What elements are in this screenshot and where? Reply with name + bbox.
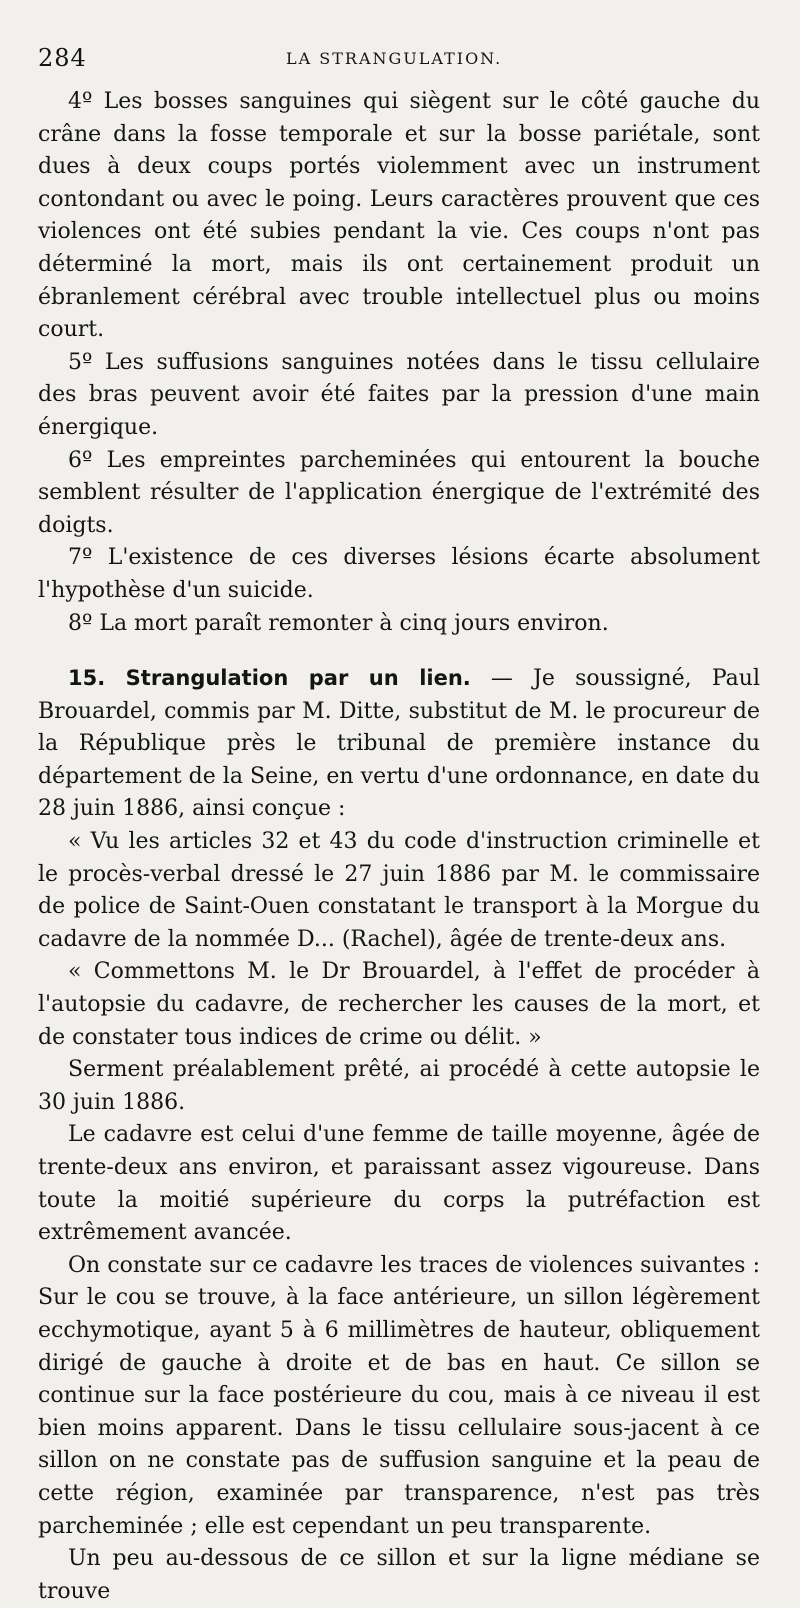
running-head: [38, 40, 760, 80]
body-text: [38, 86, 760, 1608]
paragraph-conclusion-5: 5º Les suffusions sanguines notées dans le tissu cellulaire des bras peuvent avoir été faites par la pression d'une main énergique.: [38, 349, 760, 440]
paragraph-oath: Serment préalablement prêté, ai procédé à cette autopsie le 30 juin 1886.: [38, 1057, 760, 1115]
section-heading: 15. Strangulation par un lien.: [68, 666, 471, 691]
paragraph-conclusion-6: 6º Les empreintes parcheminées qui entourent la bouche semblent résulter de l'application énergique de l'extrémité des doigts.: [38, 447, 760, 538]
paragraph-quote-commission: « Commettons M. le Dr Brouardel, à l'effet de procéder à l'autopsie du cadavre, de rechercher les causes de la mort, et de constater tous indices de crime ou délit. »: [38, 959, 760, 1050]
paragraph-conclusion-7: 7º L'existence de ces diverses lésions écarte absolument l'hypothèse d'un suicide.: [38, 545, 760, 603]
paragraph-body-description: Le cadavre est celui d'une femme de taille moyenne, âgée de trente-deux ans environ, et paraissant assez vigoureuse. Dans toute la moitié supérieure du corps la putréfaction est extrêmement avancée.: [38, 1122, 760, 1246]
paragraph-quote-articles: « Vu les articles 32 et 43 du code d'instruction criminelle et le procès-verbal dressé le 27 juin 1886 par M. le commissaire de police de Saint-Ouen constatant le transport à la Morgue du cadavre de la nommée D... (Rachel), âgée de trente-deux ans.: [38, 829, 760, 952]
paragraph-continuation: Un peu au-dessous de ce sillon et sur la ligne médiane se trouve: [38, 1546, 760, 1604]
section-text: — Je soussigné, Paul Brouardel, commis par M. Ditte, substitut de M. le procureur de la République près le tribunal de première instance du département de la Seine, en vertu d'une ordonnance, en date du 28 juin 1886, ainsi conçue :: [38, 666, 760, 822]
paragraph-violence-traces: On constate sur ce cadavre les traces de violences suivantes : Sur le cou se trouve, à la face antérieure, un sillon légèrement ecchymotique, ayant 5 à 6 millimètres de hauteur, obliquement dirigé de gauche à droite et de bas en haut. Ce sillon se continue sur la face postérieure du cou, mais à ce niveau il est bien moins apparent. Dans le tissu cellulaire sous-jacent à ce sillon on ne constate pas de suffusion sanguine et la peau de cette région, examinée par transparence, n'est pas très parcheminée ; elle est cependant un peu transparente.: [38, 1252, 760, 1539]
page-number: 284: [38, 44, 87, 72]
paragraph-conclusion-4: 4º Les bosses sanguines qui siègent sur le côté gauche du crâne dans la fosse temporale et sur la bosse pariétale, sont dues à deux coups portés violemment avec un instrument contondant ou avec le poing. Leurs caractères prouvent que ces violences ont été subies pendant la vie. Ces coups n'ont pas déterminé la mort, mais ils ont certainement produit un ébranlement cérébral avec trouble intellectuel plus ou moins court.: [38, 89, 760, 343]
running-title: LA STRANGULATION.: [286, 49, 503, 68]
paragraph-case-15: [38, 662, 760, 826]
paragraph-conclusion-8: 8º La mort paraît remonter à cinq jours environ.: [68, 610, 609, 636]
